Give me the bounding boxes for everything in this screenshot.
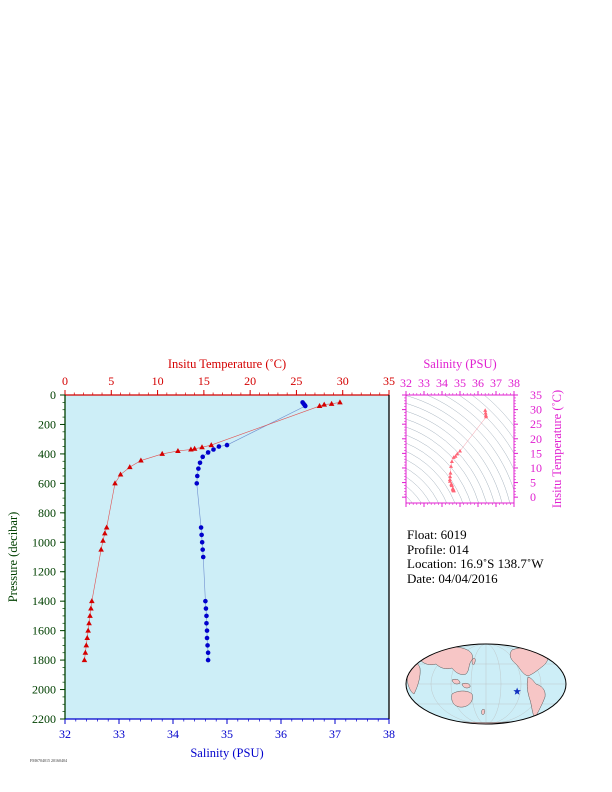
salinity-point bbox=[206, 450, 211, 455]
ts-salinity-tick-label: 32 bbox=[400, 376, 412, 390]
ts-salinity-tick-label: 33 bbox=[418, 376, 430, 390]
salinity-point bbox=[204, 614, 209, 619]
salinity-point bbox=[194, 481, 199, 486]
ts-salinity-tick-label: 36 bbox=[472, 376, 484, 390]
salinity-point bbox=[199, 525, 204, 530]
salinity-point bbox=[203, 599, 208, 604]
temperature-tick-label: 35 bbox=[383, 374, 395, 388]
ts-temperature-tick-label: 15 bbox=[530, 446, 542, 461]
pressure-tick-label: 600 bbox=[38, 476, 56, 491]
salinity-tick-label: 36 bbox=[275, 727, 287, 741]
salinity-point bbox=[206, 650, 211, 655]
salinity-tick-label: 34 bbox=[167, 727, 179, 741]
pressure-tick-label: 1000 bbox=[32, 535, 56, 550]
temperature-tick-label: 0 bbox=[62, 374, 68, 388]
profile-number: Profile: 014 bbox=[407, 541, 469, 557]
ts-temperature-tick-label: 35 bbox=[530, 388, 542, 402]
temperature-tick-label: 15 bbox=[197, 374, 210, 388]
salinity-point bbox=[195, 474, 200, 479]
ts-temperature-axis-title: Insitu Temperature (˚C) bbox=[550, 389, 564, 509]
salinity-tick-label: 38 bbox=[383, 727, 395, 741]
temperature-tick-label: 20 bbox=[244, 374, 257, 388]
salinity-point bbox=[205, 636, 210, 641]
ts-salinity-tick-label: 37 bbox=[490, 376, 502, 390]
map-graticule bbox=[400, 644, 572, 724]
salinity-tick-label: 37 bbox=[329, 727, 341, 741]
salinity-point bbox=[206, 658, 211, 663]
pressure-tick-label: 0 bbox=[50, 388, 56, 402]
ts-temperature-tick-label: 20 bbox=[530, 431, 542, 446]
ts-temperature-tick-label: 5 bbox=[530, 475, 536, 490]
temperature-axis-title: Insitu Temperature (˚C) bbox=[167, 357, 287, 371]
salinity-point bbox=[201, 555, 206, 560]
salinity-tick-label: 32 bbox=[59, 727, 71, 741]
ts-temperature-tick-label: 30 bbox=[530, 402, 542, 417]
ts-salinity-tick-label: 38 bbox=[508, 376, 520, 390]
temperature-tick-label: 5 bbox=[108, 374, 115, 388]
pressure-tick-label: 800 bbox=[38, 505, 56, 520]
footer-id: FMS704015 20160404 bbox=[30, 758, 68, 763]
salinity-point bbox=[200, 455, 205, 460]
pressure-tick-label: 1800 bbox=[32, 653, 56, 668]
salinity-point bbox=[303, 404, 308, 409]
salinity-point bbox=[198, 460, 203, 465]
float-location: Location: 16.9˚S 138.7˚W bbox=[407, 556, 544, 571]
ts-temperature-tick-label: 0 bbox=[530, 490, 536, 505]
pressure-tick-label: 400 bbox=[38, 446, 56, 461]
world-map bbox=[400, 644, 572, 726]
ts-salinity-tick-label: 35 bbox=[454, 376, 466, 390]
profile-chart bbox=[6, 357, 395, 760]
ts-salinity-tick-label: 34 bbox=[436, 376, 448, 390]
salinity-point bbox=[204, 606, 209, 611]
pressure-tick-label: 200 bbox=[38, 417, 56, 432]
salinity-point bbox=[200, 540, 205, 545]
pressure-axis-title: Pressure (decibar) bbox=[6, 511, 20, 603]
pressure-tick-label: 1200 bbox=[32, 564, 56, 579]
float-id: Float: 6019 bbox=[407, 527, 467, 542]
pressure-tick-label: 1400 bbox=[32, 594, 56, 609]
pressure-tick-label: 2200 bbox=[32, 712, 56, 726]
salinity-point bbox=[205, 628, 210, 633]
temperature-tick-label: 30 bbox=[336, 374, 349, 388]
salinity-point bbox=[211, 447, 216, 452]
profile-date: Date: 04/04/2016 bbox=[407, 570, 498, 586]
temperature-tick-label: 25 bbox=[290, 374, 303, 388]
salinity-point bbox=[204, 621, 209, 626]
salinity-point bbox=[199, 533, 204, 538]
salinity-point bbox=[205, 643, 210, 648]
ts-temperature-tick-label: 10 bbox=[530, 460, 542, 475]
pressure-tick-label: 1600 bbox=[32, 623, 56, 638]
salinity-point bbox=[225, 443, 230, 448]
salinity-tick-label: 33 bbox=[113, 727, 125, 741]
salinity-point bbox=[196, 466, 201, 471]
temperature-tick-label: 10 bbox=[151, 374, 164, 388]
float-info bbox=[407, 528, 543, 586]
salinity-tick-label: 35 bbox=[221, 727, 233, 741]
salinity-point bbox=[217, 444, 222, 449]
salinity-point bbox=[200, 547, 205, 552]
pressure-tick-label: 2000 bbox=[32, 682, 56, 697]
ts-salinity-axis-title: Salinity (PSU) bbox=[423, 357, 497, 371]
salinity-axis-title: Salinity (PSU) bbox=[190, 746, 264, 760]
ts-temperature-tick-label: 25 bbox=[530, 417, 542, 432]
